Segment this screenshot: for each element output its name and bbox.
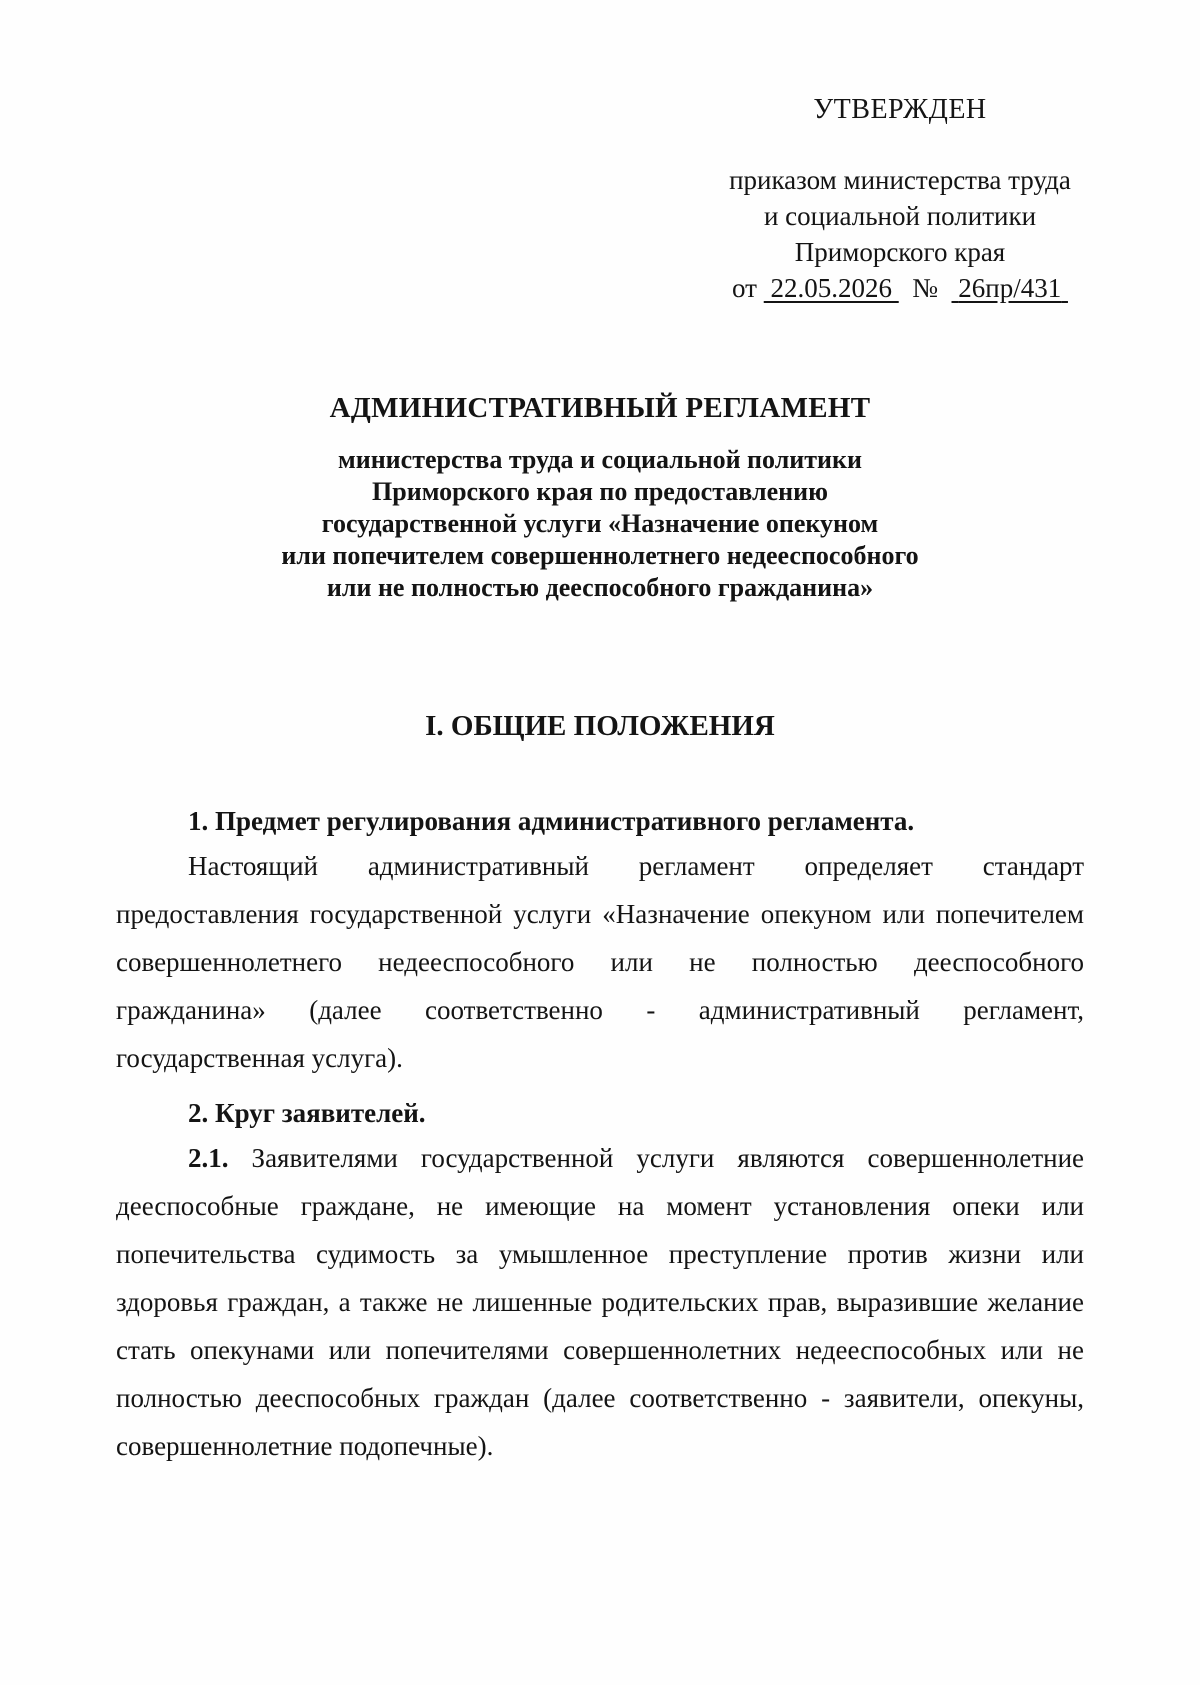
item2-heading: 2. Круг заявителей. <box>188 1098 426 1128</box>
subtitle-line: государственной услуги «Назначение опекуном <box>321 509 879 538</box>
approval-line-1: приказом министерства труда <box>729 165 1071 195</box>
approval-line-3: Приморского края <box>794 237 1006 267</box>
item2-1-text: Заявителями государственной услуги являются совершеннолетние дееспособные граждане, не имеющие на момент установления опеки или попечительства судимость за умышленное преступление против жизни или здоровья граждан, а также не лишенные родительских прав, выразившие желание стать опекунами или попечителями совершеннолетних недееспособных или не полностью дееспособных граждан (далее соответственно - заявители, опекуны, совершеннолетние подопечные). <box>116 1143 1085 1461</box>
number-value: 26пр/431 <box>958 273 1062 303</box>
subtitle-line: министерства труда и социальной политики <box>338 445 862 474</box>
item2-1-number: 2.1. <box>188 1143 229 1173</box>
section-heading: I. ОБЩИЕ ПОЛОЖЕНИЯ <box>425 710 775 742</box>
approval-date-line <box>680 270 1120 306</box>
approval-line-2: и социальной политики <box>763 201 1037 231</box>
approval-block <box>680 162 1120 306</box>
item2-1-paragraph <box>116 1134 1084 1470</box>
item1-paragraph: Настоящий административный регламент определяет стандарт предоставления государственной услуги «Назначение опекуном или попечителем совершеннолетнего недееспособного или не полностью дееспособного гражданина» (далее соответственно - административный регламент, государственная услуга). <box>116 851 1084 1073</box>
document-subtitle <box>100 444 1100 604</box>
subtitle-line: или не полностью дееспособного гражданина» <box>326 573 874 602</box>
date-value: 22.05.2026 <box>770 273 892 303</box>
date-prefix: от <box>732 273 757 303</box>
approval-title: УТВЕРЖДЕН <box>813 94 987 125</box>
document-title: АДМИНИСТРАТИВНЫЙ РЕГЛАМЕНТ <box>329 392 871 424</box>
item1-heading: 1. Предмет регулирования административного регламента. <box>188 806 915 836</box>
subtitle-line: Приморского края по предоставлению <box>372 477 828 506</box>
subtitle-line: или попечителем совершеннолетнего недееспособного <box>281 541 919 570</box>
number-sign: № <box>912 273 938 303</box>
